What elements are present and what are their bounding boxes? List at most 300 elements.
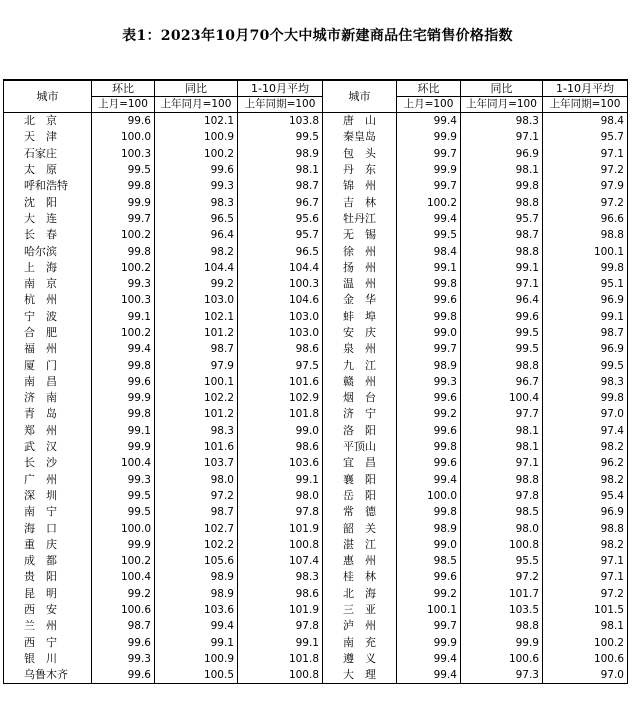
- header-ytd-left: 1-10月平均: [238, 80, 323, 97]
- table-row: [4, 357, 628, 373]
- cell-left-yoy: 99.4: [155, 618, 238, 634]
- cell-left-mom: 99.8: [92, 406, 155, 422]
- table-row: [4, 618, 628, 634]
- cell-left-yoy: 103.7: [155, 455, 238, 471]
- cell-left-ytd: 98.1: [238, 162, 323, 178]
- cell-right-yoy: 98.8: [461, 357, 543, 373]
- cell-left-mom: 99.9: [92, 390, 155, 406]
- cell-right-city: 宜 昌: [323, 455, 397, 471]
- cell-right-city: 徐 州: [323, 243, 397, 259]
- header-yoy-base-right: 上年同月=100: [461, 97, 543, 113]
- cell-left-city: 广 州: [4, 472, 92, 488]
- cell-left-city: 南 昌: [4, 374, 92, 390]
- cell-right-mom: 99.7: [397, 341, 461, 357]
- header-city-left: 城市: [4, 80, 92, 113]
- cell-right-city: 安 庆: [323, 325, 397, 341]
- cell-left-mom: 100.6: [92, 602, 155, 618]
- cell-left-city: 合 肥: [4, 325, 92, 341]
- table-row: [4, 602, 628, 618]
- cell-left-yoy: 96.5: [155, 211, 238, 227]
- cell-left-city: 北 京: [4, 113, 92, 130]
- cell-left-yoy: 99.1: [155, 635, 238, 651]
- cell-left-ytd: 100.8: [238, 537, 323, 553]
- cell-left-mom: 100.2: [92, 325, 155, 341]
- cell-right-city: 泸 州: [323, 618, 397, 634]
- cell-left-ytd: 104.6: [238, 292, 323, 308]
- cell-left-yoy: 102.2: [155, 537, 238, 553]
- cell-left-city: 武 汉: [4, 439, 92, 455]
- cell-left-city: 杭 州: [4, 292, 92, 308]
- cell-left-city: 深 圳: [4, 488, 92, 504]
- cell-left-city: 西 宁: [4, 635, 92, 651]
- cell-right-yoy: 98.8: [461, 243, 543, 259]
- cell-left-mom: 100.3: [92, 292, 155, 308]
- cell-left-mom: 99.5: [92, 488, 155, 504]
- cell-left-mom: 99.8: [92, 178, 155, 194]
- cell-left-mom: 98.7: [92, 618, 155, 634]
- cell-left-yoy: 105.6: [155, 553, 238, 569]
- cell-left-mom: 99.8: [92, 357, 155, 373]
- table-row: [4, 292, 628, 308]
- cell-right-mom: 99.4: [397, 472, 461, 488]
- cell-left-yoy: 98.9: [155, 569, 238, 585]
- cell-right-mom: 99.6: [397, 569, 461, 585]
- cell-right-ytd: 98.2: [543, 537, 628, 553]
- cell-right-ytd: 97.2: [543, 586, 628, 602]
- cell-left-mom: 100.4: [92, 569, 155, 585]
- table-title: 表1：2023年10月70个大中城市新建商品住宅销售价格指数: [122, 28, 513, 44]
- cell-right-ytd: 97.4: [543, 423, 628, 439]
- table-row: [4, 325, 628, 341]
- cell-right-mom: 99.7: [397, 618, 461, 634]
- cell-right-yoy: 96.7: [461, 374, 543, 390]
- cell-left-yoy: 100.1: [155, 374, 238, 390]
- cell-right-ytd: 98.2: [543, 439, 628, 455]
- header-ytd-right: 1-10月平均: [543, 80, 628, 97]
- price-index-table: [3, 79, 628, 684]
- cell-left-yoy: 98.0: [155, 472, 238, 488]
- table-row: [4, 488, 628, 504]
- header-city-right: 城市: [323, 80, 397, 113]
- cell-right-mom: 99.9: [397, 635, 461, 651]
- cell-right-mom: 99.2: [397, 586, 461, 602]
- cell-left-ytd: 98.9: [238, 146, 323, 162]
- header-yoy-left: 同比: [155, 80, 238, 97]
- cell-right-ytd: 98.7: [543, 325, 628, 341]
- cell-left-city: 昆 明: [4, 586, 92, 602]
- cell-right-city: 南 充: [323, 635, 397, 651]
- cell-right-yoy: 100.4: [461, 390, 543, 406]
- cell-left-ytd: 98.6: [238, 586, 323, 602]
- cell-right-mom: 99.0: [397, 537, 461, 553]
- cell-right-city: 北 海: [323, 586, 397, 602]
- cell-left-city: 长 春: [4, 227, 92, 243]
- cell-right-ytd: 97.1: [543, 569, 628, 585]
- cell-left-city: 呼和浩特: [4, 178, 92, 194]
- cell-left-ytd: 97.5: [238, 357, 323, 373]
- cell-left-city: 宁 波: [4, 309, 92, 325]
- cell-right-city: 惠 州: [323, 553, 397, 569]
- cell-left-city: 南 京: [4, 276, 92, 292]
- cell-left-yoy: 103.6: [155, 602, 238, 618]
- cell-left-yoy: 96.4: [155, 227, 238, 243]
- cell-left-city: 天 津: [4, 129, 92, 145]
- cell-right-city: 遵 义: [323, 651, 397, 667]
- cell-right-yoy: 101.7: [461, 586, 543, 602]
- cell-right-ytd: 96.9: [543, 341, 628, 357]
- cell-left-city: 太 原: [4, 162, 92, 178]
- cell-right-ytd: 96.2: [543, 455, 628, 471]
- cell-left-ytd: 102.9: [238, 390, 323, 406]
- cell-right-yoy: 95.7: [461, 211, 543, 227]
- cell-left-ytd: 98.7: [238, 178, 323, 194]
- cell-right-ytd: 98.4: [543, 113, 628, 130]
- cell-right-yoy: 98.0: [461, 520, 543, 536]
- cell-right-yoy: 98.5: [461, 504, 543, 520]
- cell-right-city: 烟 台: [323, 390, 397, 406]
- cell-right-ytd: 98.8: [543, 227, 628, 243]
- cell-left-ytd: 104.4: [238, 260, 323, 276]
- cell-right-mom: 99.4: [397, 667, 461, 684]
- table-row: [4, 553, 628, 569]
- cell-left-city: 福 州: [4, 341, 92, 357]
- cell-right-mom: 100.2: [397, 194, 461, 210]
- cell-right-city: 蚌 埠: [323, 309, 397, 325]
- cell-left-ytd: 103.0: [238, 325, 323, 341]
- table-row: [4, 260, 628, 276]
- cell-right-city: 平顶山: [323, 439, 397, 455]
- cell-right-city: 泉 州: [323, 341, 397, 357]
- cell-right-yoy: 97.3: [461, 667, 543, 684]
- table-row: [4, 146, 628, 162]
- cell-right-ytd: 95.4: [543, 488, 628, 504]
- cell-left-city: 哈尔滨: [4, 243, 92, 259]
- cell-left-yoy: 100.9: [155, 651, 238, 667]
- cell-right-city: 三 亚: [323, 602, 397, 618]
- cell-left-ytd: 100.8: [238, 667, 323, 684]
- cell-right-mom: 99.1: [397, 260, 461, 276]
- cell-left-city: 济 南: [4, 390, 92, 406]
- cell-right-city: 扬 州: [323, 260, 397, 276]
- cell-right-ytd: 99.8: [543, 260, 628, 276]
- table-row: [4, 651, 628, 667]
- cell-right-mom: 98.5: [397, 553, 461, 569]
- cell-right-mom: 99.9: [397, 129, 461, 145]
- header-mom-base-left: 上月=100: [92, 97, 155, 113]
- cell-right-yoy: 99.1: [461, 260, 543, 276]
- table-row: [4, 178, 628, 194]
- cell-left-yoy: 99.6: [155, 162, 238, 178]
- cell-right-city: 秦皇岛: [323, 129, 397, 145]
- cell-left-city: 成 都: [4, 553, 92, 569]
- cell-right-ytd: 101.5: [543, 602, 628, 618]
- table-header: [4, 80, 628, 113]
- table-row: [4, 423, 628, 439]
- table-row: [4, 227, 628, 243]
- cell-left-yoy: 102.2: [155, 390, 238, 406]
- cell-left-ytd: 100.3: [238, 276, 323, 292]
- cell-left-yoy: 97.9: [155, 357, 238, 373]
- cell-left-yoy: 97.2: [155, 488, 238, 504]
- cell-right-yoy: 98.7: [461, 227, 543, 243]
- cell-right-mom: 99.8: [397, 439, 461, 455]
- table-row: [4, 586, 628, 602]
- cell-right-ytd: 96.9: [543, 292, 628, 308]
- cell-right-yoy: 99.5: [461, 325, 543, 341]
- cell-left-mom: 99.1: [92, 309, 155, 325]
- cell-left-mom: 99.6: [92, 635, 155, 651]
- cell-right-city: 九 江: [323, 357, 397, 373]
- cell-right-yoy: 98.3: [461, 113, 543, 130]
- cell-left-mom: 99.5: [92, 162, 155, 178]
- cell-left-yoy: 100.5: [155, 667, 238, 684]
- cell-right-mom: 98.9: [397, 357, 461, 373]
- cell-right-ytd: 98.3: [543, 374, 628, 390]
- cell-right-mom: 99.4: [397, 113, 461, 130]
- table-row: [4, 635, 628, 651]
- cell-left-yoy: 99.2: [155, 276, 238, 292]
- cell-right-ytd: 100.2: [543, 635, 628, 651]
- cell-left-ytd: 107.4: [238, 553, 323, 569]
- table-row: [4, 113, 628, 130]
- cell-left-mom: 100.2: [92, 553, 155, 569]
- cell-right-mom: 99.7: [397, 146, 461, 162]
- cell-right-mom: 99.8: [397, 309, 461, 325]
- cell-right-mom: 99.4: [397, 651, 461, 667]
- table-row: [4, 569, 628, 585]
- cell-right-yoy: 98.1: [461, 439, 543, 455]
- cell-left-mom: 100.3: [92, 146, 155, 162]
- cell-right-yoy: 99.8: [461, 178, 543, 194]
- cell-left-ytd: 98.6: [238, 341, 323, 357]
- table-row: [4, 276, 628, 292]
- cell-right-mom: 98.4: [397, 243, 461, 259]
- cell-right-ytd: 99.1: [543, 309, 628, 325]
- cell-left-city: 兰 州: [4, 618, 92, 634]
- cell-right-city: 岳 阳: [323, 488, 397, 504]
- table-row: [4, 309, 628, 325]
- cell-left-yoy: 98.9: [155, 586, 238, 602]
- table-row: [4, 537, 628, 553]
- header-mom-right: 环比: [397, 80, 461, 97]
- cell-left-mom: 100.2: [92, 227, 155, 243]
- cell-right-city: 温 州: [323, 276, 397, 292]
- cell-right-mom: 99.6: [397, 292, 461, 308]
- cell-left-ytd: 103.6: [238, 455, 323, 471]
- cell-left-city: 乌鲁木齐: [4, 667, 92, 684]
- cell-right-yoy: 99.6: [461, 309, 543, 325]
- cell-right-mom: 99.3: [397, 374, 461, 390]
- cell-left-mom: 99.2: [92, 586, 155, 602]
- cell-left-ytd: 97.8: [238, 618, 323, 634]
- cell-right-city: 锦 州: [323, 178, 397, 194]
- cell-left-mom: 99.3: [92, 276, 155, 292]
- cell-left-yoy: 98.7: [155, 504, 238, 520]
- cell-left-ytd: 103.8: [238, 113, 323, 130]
- cell-left-ytd: 98.0: [238, 488, 323, 504]
- cell-right-yoy: 96.9: [461, 146, 543, 162]
- cell-right-yoy: 97.1: [461, 129, 543, 145]
- cell-right-mom: 99.4: [397, 211, 461, 227]
- cell-left-yoy: 101.2: [155, 325, 238, 341]
- cell-left-ytd: 96.7: [238, 194, 323, 210]
- cell-left-mom: 100.0: [92, 520, 155, 536]
- cell-left-city: 青 岛: [4, 406, 92, 422]
- header-mom-left: 环比: [92, 80, 155, 97]
- table-row: [4, 129, 628, 145]
- cell-left-city: 长 沙: [4, 455, 92, 471]
- cell-left-ytd: 99.1: [238, 635, 323, 651]
- cell-left-mom: 99.6: [92, 113, 155, 130]
- cell-left-ytd: 101.6: [238, 374, 323, 390]
- cell-left-mom: 99.9: [92, 194, 155, 210]
- cell-right-city: 丹 东: [323, 162, 397, 178]
- cell-right-mom: 99.6: [397, 423, 461, 439]
- cell-left-city: 南 宁: [4, 504, 92, 520]
- cell-right-yoy: 100.8: [461, 537, 543, 553]
- cell-right-ytd: 97.2: [543, 162, 628, 178]
- cell-left-mom: 99.4: [92, 341, 155, 357]
- table-body: [4, 113, 628, 684]
- cell-left-mom: 99.6: [92, 667, 155, 684]
- cell-right-ytd: 98.1: [543, 618, 628, 634]
- table-row: [4, 211, 628, 227]
- cell-left-ytd: 95.6: [238, 211, 323, 227]
- cell-right-city: 济 宁: [323, 406, 397, 422]
- cell-right-city: 无 锡: [323, 227, 397, 243]
- cell-right-ytd: 100.6: [543, 651, 628, 667]
- cell-right-city: 唐 山: [323, 113, 397, 130]
- cell-right-yoy: 99.9: [461, 635, 543, 651]
- cell-right-yoy: 98.1: [461, 423, 543, 439]
- cell-left-yoy: 100.9: [155, 129, 238, 145]
- table-row: [4, 667, 628, 684]
- cell-left-yoy: 98.3: [155, 194, 238, 210]
- cell-left-ytd: 99.0: [238, 423, 323, 439]
- cell-left-mom: 100.0: [92, 129, 155, 145]
- cell-right-mom: 100.0: [397, 488, 461, 504]
- cell-left-city: 西 安: [4, 602, 92, 618]
- cell-right-mom: 99.2: [397, 406, 461, 422]
- cell-left-ytd: 101.8: [238, 651, 323, 667]
- cell-left-city: 郑 州: [4, 423, 92, 439]
- cell-left-yoy: 98.2: [155, 243, 238, 259]
- cell-left-ytd: 101.9: [238, 602, 323, 618]
- cell-right-yoy: 96.4: [461, 292, 543, 308]
- cell-right-ytd: 96.9: [543, 504, 628, 520]
- cell-left-mom: 99.7: [92, 211, 155, 227]
- cell-right-yoy: 97.7: [461, 406, 543, 422]
- header-yoy-right: 同比: [461, 80, 543, 97]
- cell-left-city: 海 口: [4, 520, 92, 536]
- cell-right-mom: 98.9: [397, 520, 461, 536]
- cell-left-ytd: 96.5: [238, 243, 323, 259]
- cell-right-mom: 99.6: [397, 390, 461, 406]
- cell-left-yoy: 102.1: [155, 113, 238, 130]
- cell-right-city: 常 德: [323, 504, 397, 520]
- cell-right-yoy: 98.8: [461, 472, 543, 488]
- cell-right-mom: 100.1: [397, 602, 461, 618]
- cell-right-city: 包 头: [323, 146, 397, 162]
- cell-left-ytd: 97.8: [238, 504, 323, 520]
- cell-right-mom: 99.8: [397, 504, 461, 520]
- cell-left-yoy: 103.0: [155, 292, 238, 308]
- cell-left-mom: 100.4: [92, 455, 155, 471]
- cell-left-yoy: 104.4: [155, 260, 238, 276]
- cell-right-yoy: 98.1: [461, 162, 543, 178]
- header-ytd-base-left: 上年同期=100: [238, 97, 323, 113]
- cell-right-city: 吉 林: [323, 194, 397, 210]
- table-row: [4, 162, 628, 178]
- cell-right-city: 赣 州: [323, 374, 397, 390]
- cell-right-ytd: 98.8: [543, 520, 628, 536]
- cell-left-ytd: 98.3: [238, 569, 323, 585]
- cell-left-mom: 99.5: [92, 504, 155, 520]
- cell-right-city: 洛 阳: [323, 423, 397, 439]
- table-row: [4, 504, 628, 520]
- cell-left-mom: 99.3: [92, 472, 155, 488]
- table-row: [4, 243, 628, 259]
- cell-left-yoy: 98.3: [155, 423, 238, 439]
- cell-right-yoy: 95.5: [461, 553, 543, 569]
- cell-right-yoy: 103.5: [461, 602, 543, 618]
- header-yoy-base-left: 上年同月=100: [155, 97, 238, 113]
- cell-right-ytd: 99.5: [543, 357, 628, 373]
- cell-left-mom: 99.3: [92, 651, 155, 667]
- cell-left-ytd: 95.7: [238, 227, 323, 243]
- cell-left-mom: 99.6: [92, 374, 155, 390]
- cell-left-city: 石家庄: [4, 146, 92, 162]
- cell-left-city: 沈 阳: [4, 194, 92, 210]
- table-row: [4, 472, 628, 488]
- cell-right-yoy: 99.5: [461, 341, 543, 357]
- cell-right-yoy: 98.8: [461, 194, 543, 210]
- cell-right-ytd: 97.2: [543, 194, 628, 210]
- cell-right-ytd: 100.1: [543, 243, 628, 259]
- cell-right-yoy: 97.8: [461, 488, 543, 504]
- cell-left-city: 银 川: [4, 651, 92, 667]
- cell-right-mom: 99.7: [397, 178, 461, 194]
- header-ytd-base-right: 上年同期=100: [543, 97, 628, 113]
- cell-left-yoy: 102.7: [155, 520, 238, 536]
- cell-left-yoy: 98.7: [155, 341, 238, 357]
- cell-left-mom: 100.2: [92, 260, 155, 276]
- cell-left-yoy: 99.3: [155, 178, 238, 194]
- cell-right-city: 桂 林: [323, 569, 397, 585]
- cell-left-yoy: 100.2: [155, 146, 238, 162]
- cell-right-yoy: 100.6: [461, 651, 543, 667]
- cell-left-city: 厦 门: [4, 357, 92, 373]
- table-row: [4, 390, 628, 406]
- table-row: [4, 520, 628, 536]
- table-row: [4, 341, 628, 357]
- cell-right-yoy: 98.8: [461, 618, 543, 634]
- cell-right-ytd: 98.2: [543, 472, 628, 488]
- cell-left-city: 大 连: [4, 211, 92, 227]
- cell-left-city: 上 海: [4, 260, 92, 276]
- cell-right-ytd: 97.0: [543, 406, 628, 422]
- cell-left-ytd: 98.6: [238, 439, 323, 455]
- table-row: [4, 439, 628, 455]
- cell-right-yoy: 97.1: [461, 276, 543, 292]
- cell-right-mom: 99.0: [397, 325, 461, 341]
- cell-left-yoy: 101.6: [155, 439, 238, 455]
- cell-right-ytd: 95.1: [543, 276, 628, 292]
- cell-right-ytd: 97.1: [543, 553, 628, 569]
- table-row: [4, 406, 628, 422]
- cell-right-city: 金 华: [323, 292, 397, 308]
- table-row: [4, 374, 628, 390]
